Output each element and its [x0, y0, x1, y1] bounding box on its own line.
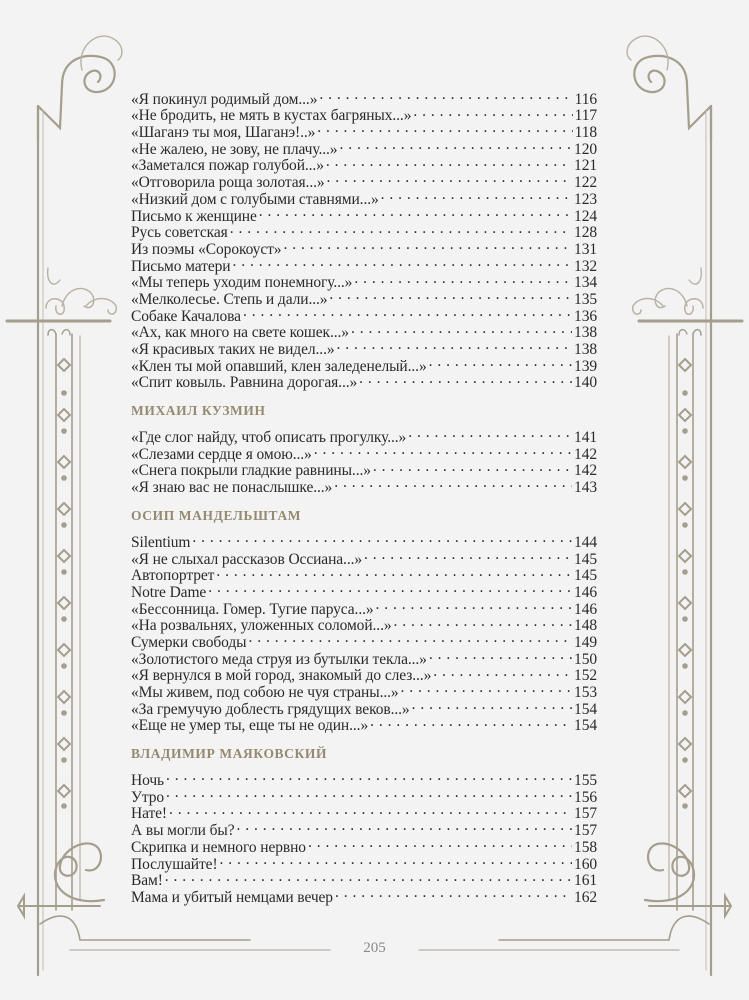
toc-entry[interactable]: «Я покинул родимый дом...» . . . 116	[131, 87, 597, 104]
toc-entry[interactable]: Мама и убитый немцами вечер . . . 162	[131, 885, 597, 902]
leader-dots	[394, 614, 573, 631]
leader-dots	[337, 337, 573, 354]
toc-entry[interactable]: Из поэмы «Сорокоуст» . . . 131	[131, 237, 597, 254]
toc-entry[interactable]: «Я не слыхал рассказов Оссиана...» . . . 145	[131, 547, 597, 564]
leader-dots	[232, 254, 572, 271]
author-heading: ВЛАДИМИР МАЯКОВСКИЙ	[131, 746, 328, 762]
leader-dots	[319, 87, 572, 104]
toc-section-kuzmin	[131, 401, 597, 497]
leader-dots	[401, 680, 573, 697]
leader-dots	[317, 120, 572, 137]
leader-dots	[381, 187, 572, 204]
leader-dots	[376, 597, 573, 614]
toc-entry[interactable]: «Золотистого меда струя из бутылки текла...» . . . 150	[131, 647, 597, 664]
toc-entry[interactable]: Сумерки свободы . . . 149	[131, 630, 597, 647]
toc-entry[interactable]: «Не бродить, не мять в кустах багряных...» . . . 117	[131, 104, 597, 121]
leader-dots	[230, 221, 572, 238]
toc-entry[interactable]: «Заметался пожар голубой...» . . . 121	[131, 154, 597, 171]
toc-entry[interactable]: «Ах, как много на свете кошек...» . . . 138	[131, 321, 597, 338]
toc-entry[interactable]: Notre Dame . . . 146	[131, 580, 597, 597]
leader-dots	[208, 580, 572, 597]
leader-dots	[166, 785, 572, 802]
leader-dots	[373, 459, 572, 476]
leader-dots	[314, 442, 572, 459]
toc-entry[interactable]: «Снега покрыли гладкие равнины...» . . . 142	[131, 459, 597, 476]
toc-entry[interactable]: Silentium . . . 144	[131, 530, 597, 547]
toc-entry[interactable]: «Я вернулся в мой город, знакомый до слез...» . . . 152	[131, 664, 597, 681]
leader-dots	[329, 287, 572, 304]
toc-entry[interactable]: А вы могли бы? . . . 157	[131, 818, 597, 835]
leader-dots	[334, 475, 572, 492]
toc-entry[interactable]: Автопортрет . . . 145	[131, 564, 597, 581]
toc-entry[interactable]: «За гремучую доблесть грядущих веков...» . . . 154	[131, 697, 597, 714]
leader-dots	[412, 697, 572, 714]
toc-entry[interactable]: «Еще не умер ты, еще ты не один...» . . . 154	[131, 714, 597, 731]
leader-dots	[283, 237, 572, 254]
leader-dots	[259, 204, 572, 221]
toc-section-esenin-continued	[131, 87, 597, 392]
leader-dots	[192, 530, 572, 547]
leader-dots	[308, 835, 572, 852]
author-heading: МИХАИЛ КУЗМИН	[131, 403, 266, 419]
toc-entry[interactable]: Собаке Качалова . . . 136	[131, 304, 597, 321]
leader-dots	[429, 354, 572, 371]
toc-entry[interactable]: «Бессонница. Гомер. Тугие паруса...» . . . 146	[131, 597, 597, 614]
toc-entry[interactable]: Утро . . . 156	[131, 785, 597, 802]
leader-dots	[169, 802, 572, 819]
toc-entry[interactable]: «Мы теперь уходим понемногу...» . . . 134	[131, 271, 597, 288]
page-number: 205	[363, 940, 386, 956]
toc-entry[interactable]: Русь советская . . . 128	[131, 221, 597, 238]
toc-entry[interactable]: Письмо к женщине . . . 124	[131, 204, 597, 221]
toc-entry[interactable]: «Я знаю вас не понаслышке...» . . . 143	[131, 475, 597, 492]
author-heading: ОСИП МАНДЕЛЬШТАМ	[131, 508, 302, 524]
toc-entry[interactable]: «Отговорила роща золотая...» . . . 122	[131, 170, 597, 187]
leader-dots	[351, 321, 572, 338]
leader-dots	[335, 885, 572, 902]
toc-entry[interactable]: «Где слог найду, чтоб описать прогулку...» . . . 141	[131, 425, 597, 442]
toc-entry[interactable]: Нате! . . . 157	[131, 802, 597, 819]
leader-dots	[243, 304, 572, 321]
leader-dots	[370, 714, 572, 731]
leader-dots	[326, 154, 572, 171]
toc-entry[interactable]: Ночь . . . 155	[131, 768, 597, 785]
leader-dots	[165, 869, 572, 886]
leader-dots	[248, 630, 572, 647]
toc-entry[interactable]: «Не жалею, не зову, не плачу...» . . . 120	[131, 137, 597, 154]
leader-dots	[339, 137, 572, 154]
leader-dots	[359, 371, 572, 388]
toc-entry[interactable]: «Мы живем, под собою не чуя страны...» . . . 153	[131, 680, 597, 697]
toc-section-mandelstam	[131, 506, 597, 735]
table-of-contents	[131, 87, 597, 906]
leader-dots	[327, 170, 573, 187]
leader-dots	[413, 104, 572, 121]
leader-dots	[166, 768, 572, 785]
leader-dots	[429, 647, 572, 664]
toc-entry[interactable]: «Слезами сердце я омою...» . . . 142	[131, 442, 597, 459]
leader-dots	[220, 852, 573, 869]
toc-entry[interactable]: Вам! . . . 161	[131, 869, 597, 886]
toc-entry[interactable]: «На розвальнях, уложенных соломой...» . . . 148	[131, 614, 597, 631]
leader-dots	[408, 425, 572, 442]
toc-entry[interactable]: «Я красивых таких не видел...» . . . 138	[131, 337, 597, 354]
toc-entry[interactable]: Письмо матери . . . 132	[131, 254, 597, 271]
toc-entry[interactable]: «Шаганэ ты моя, Шаганэ!..» . . . 118	[131, 120, 597, 137]
toc-entry[interactable]: Скрипка и немного нервно . . . 158	[131, 835, 597, 852]
toc-entry[interactable]: «Клен ты мой опавший, клен заледенелый...» . . . 139	[131, 354, 597, 371]
toc-section-mayakovsky	[131, 744, 597, 906]
leader-dots	[216, 564, 572, 581]
toc-entry[interactable]: «Спит ковыль. Равнина дорогая...» . . . 140	[131, 371, 597, 388]
leader-dots	[364, 547, 572, 564]
toc-entry[interactable]: «Мелколесье. Степь и дали...» . . . 135	[131, 287, 597, 304]
leader-dots	[237, 818, 573, 835]
toc-entry[interactable]: «Низкий дом с голубыми ставнями...» . . . 123	[131, 187, 597, 204]
leader-dots	[433, 664, 572, 681]
toc-entry[interactable]: Послушайте! . . . 160	[131, 852, 597, 869]
leader-dots	[354, 271, 572, 288]
